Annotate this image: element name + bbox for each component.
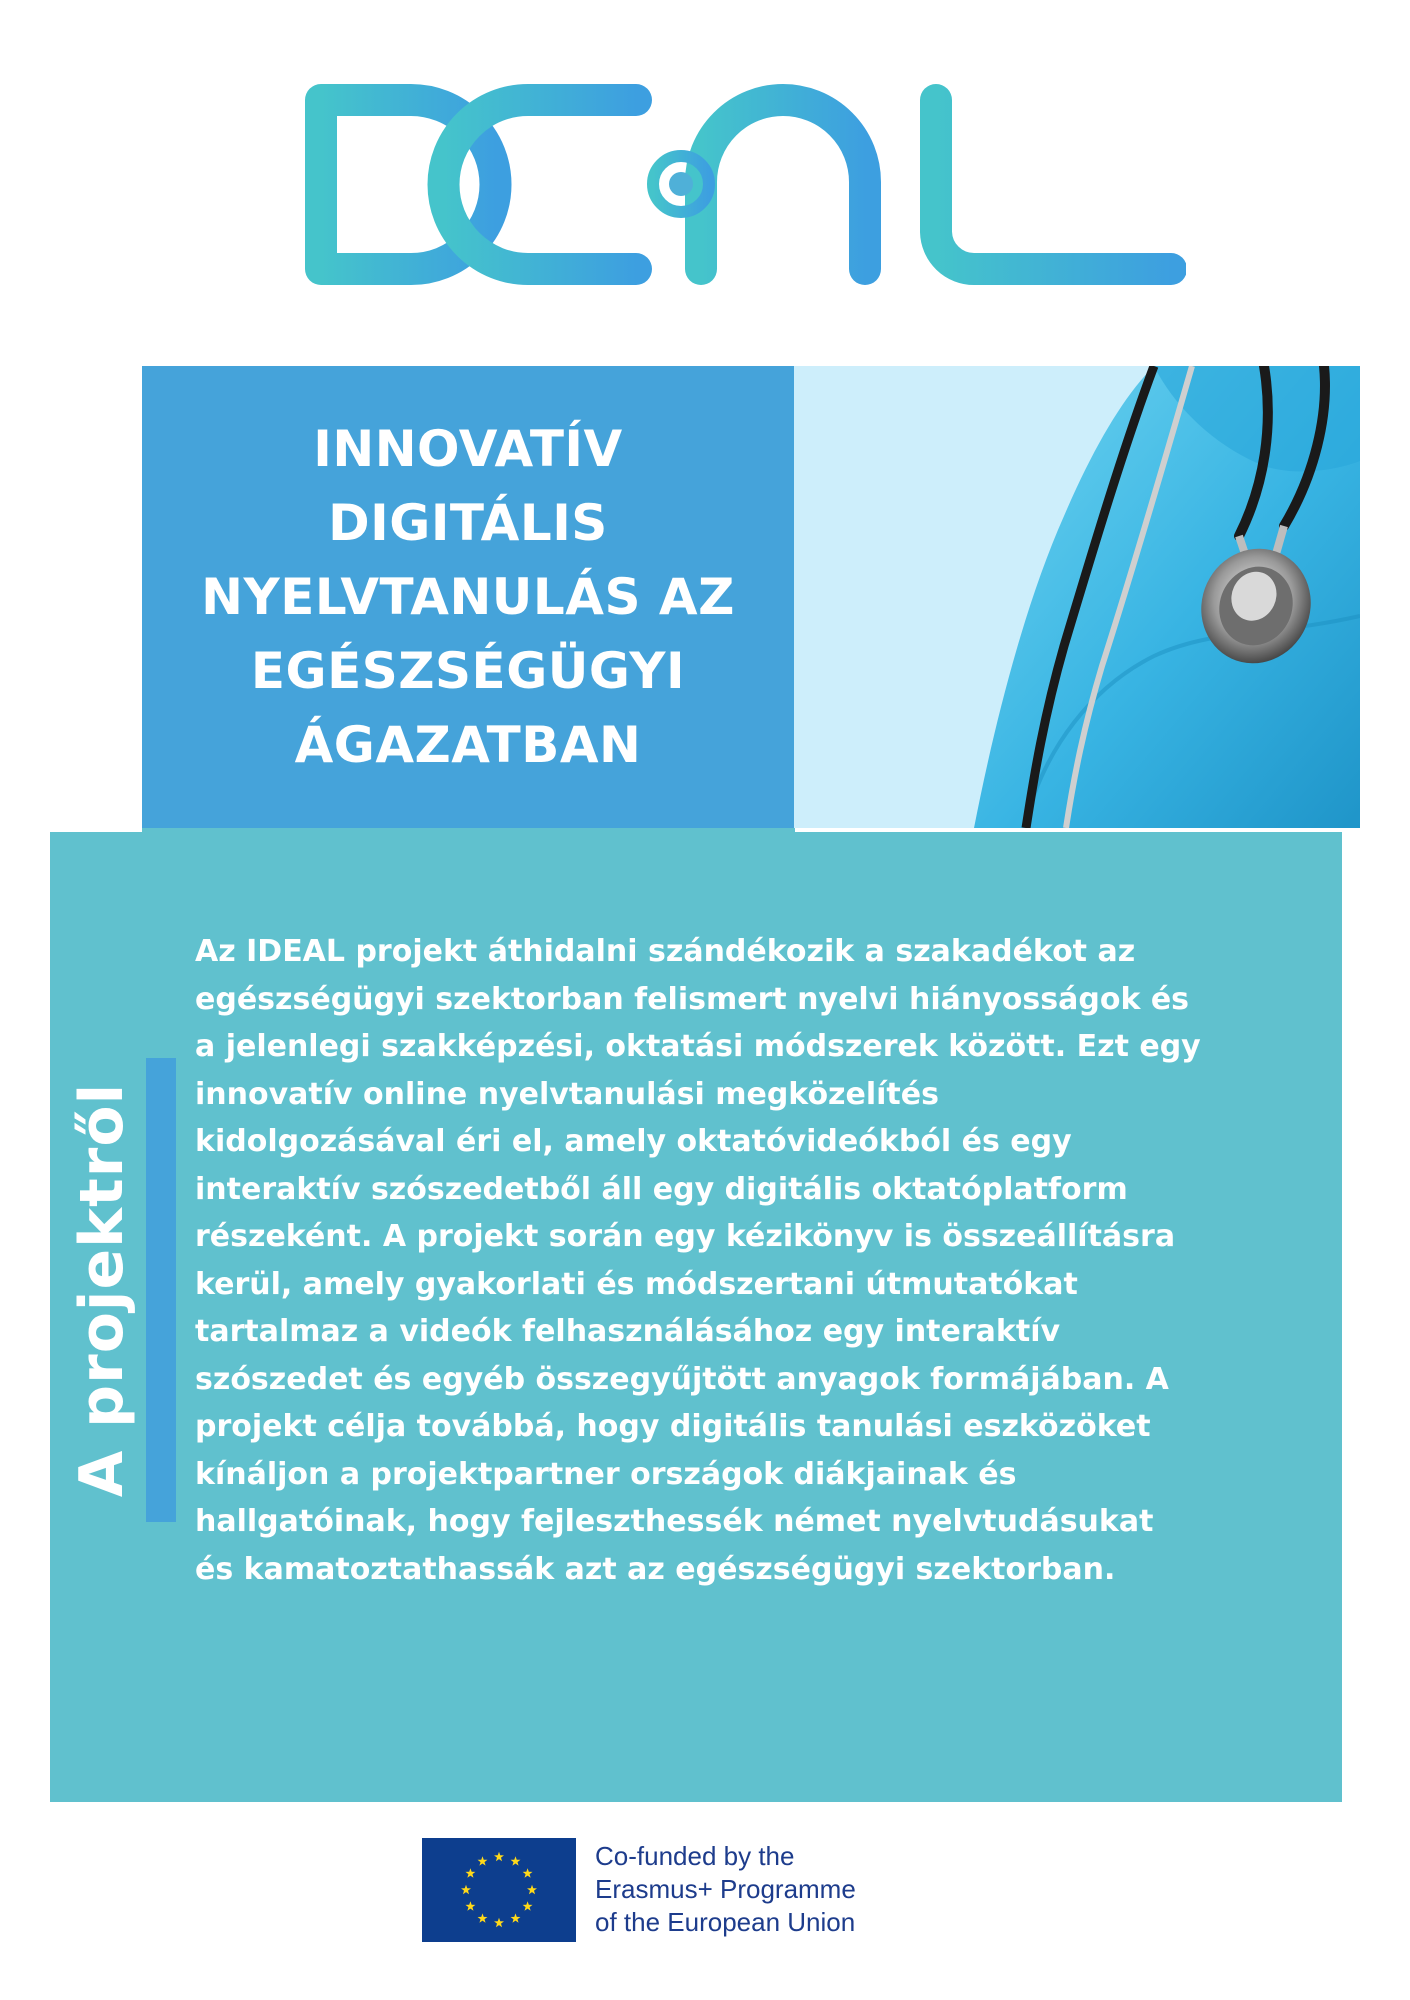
body-line: interaktív szószedetből áll egy digitális oktatóplatform [195,1171,1128,1207]
funding-line: Co-funded by the [595,1841,795,1871]
funding-line: Erasmus+ Programme [595,1874,856,1904]
side-label-text: A projektről [67,1082,137,1498]
page-title [168,412,768,782]
panel-notch-left [50,412,142,832]
body-line: hallgatóinak, hogy fejleszthessék német nyelvtudásukat [195,1504,1154,1539]
eu-flag-icon [422,1838,576,1942]
side-accent-bar [146,1058,176,1522]
stethoscope-photo [794,366,1360,828]
body-line: kínáljon a projektpartner országok diákjainak és [195,1456,1017,1492]
side-label [62,1058,142,1522]
title-line: DIGITÁLIS [328,494,608,552]
project-description [195,928,1265,1593]
body-line: részeként. A projekt során egy kézikönyv is összeállításra [195,1219,1176,1254]
body-line: egészségügyi szektorban felismert nyelvi hiányosságok és [195,981,1190,1017]
body-line: Az IDEAL projekt áthidalni szándékozik a szakadékot az [195,934,1136,969]
ideal-logo [236,82,1186,287]
body-line: a jelenlegi szakképzési, oktatási módszerek között. Ezt egy [195,1029,1201,1064]
body-line: projekt célja továbbá, hogy digitális tanulási eszközöket [195,1409,1151,1444]
body-line: innovatív online nyelvtanulási megközelítés [195,1076,939,1112]
funding-line: of the European Union [595,1907,856,1937]
body-line: tartalmaz a videók felhasználásához egy interaktív [195,1314,1061,1349]
title-line: ÁGAZATBAN [294,716,642,774]
title-line: EGÉSZSÉGÜGYI [250,642,686,700]
funding-statement [595,1840,856,1939]
body-line: és kamatoztathassák azt az egészségügyi szektorban. [195,1551,1116,1587]
title-box [142,366,794,828]
title-line: NYELVTANULÁS AZ [201,568,735,626]
body-line: szószedet és egyéb összegyűjtött anyagok formájában. A [195,1361,1169,1397]
title-line: INNOVATÍV [313,420,623,478]
body-line: kerül, amely gyakorlati és módszertani útmutatókat [195,1266,1078,1302]
body-line: kidolgozásával éri el, amely oktatóvideókból és egy [195,1124,1072,1159]
